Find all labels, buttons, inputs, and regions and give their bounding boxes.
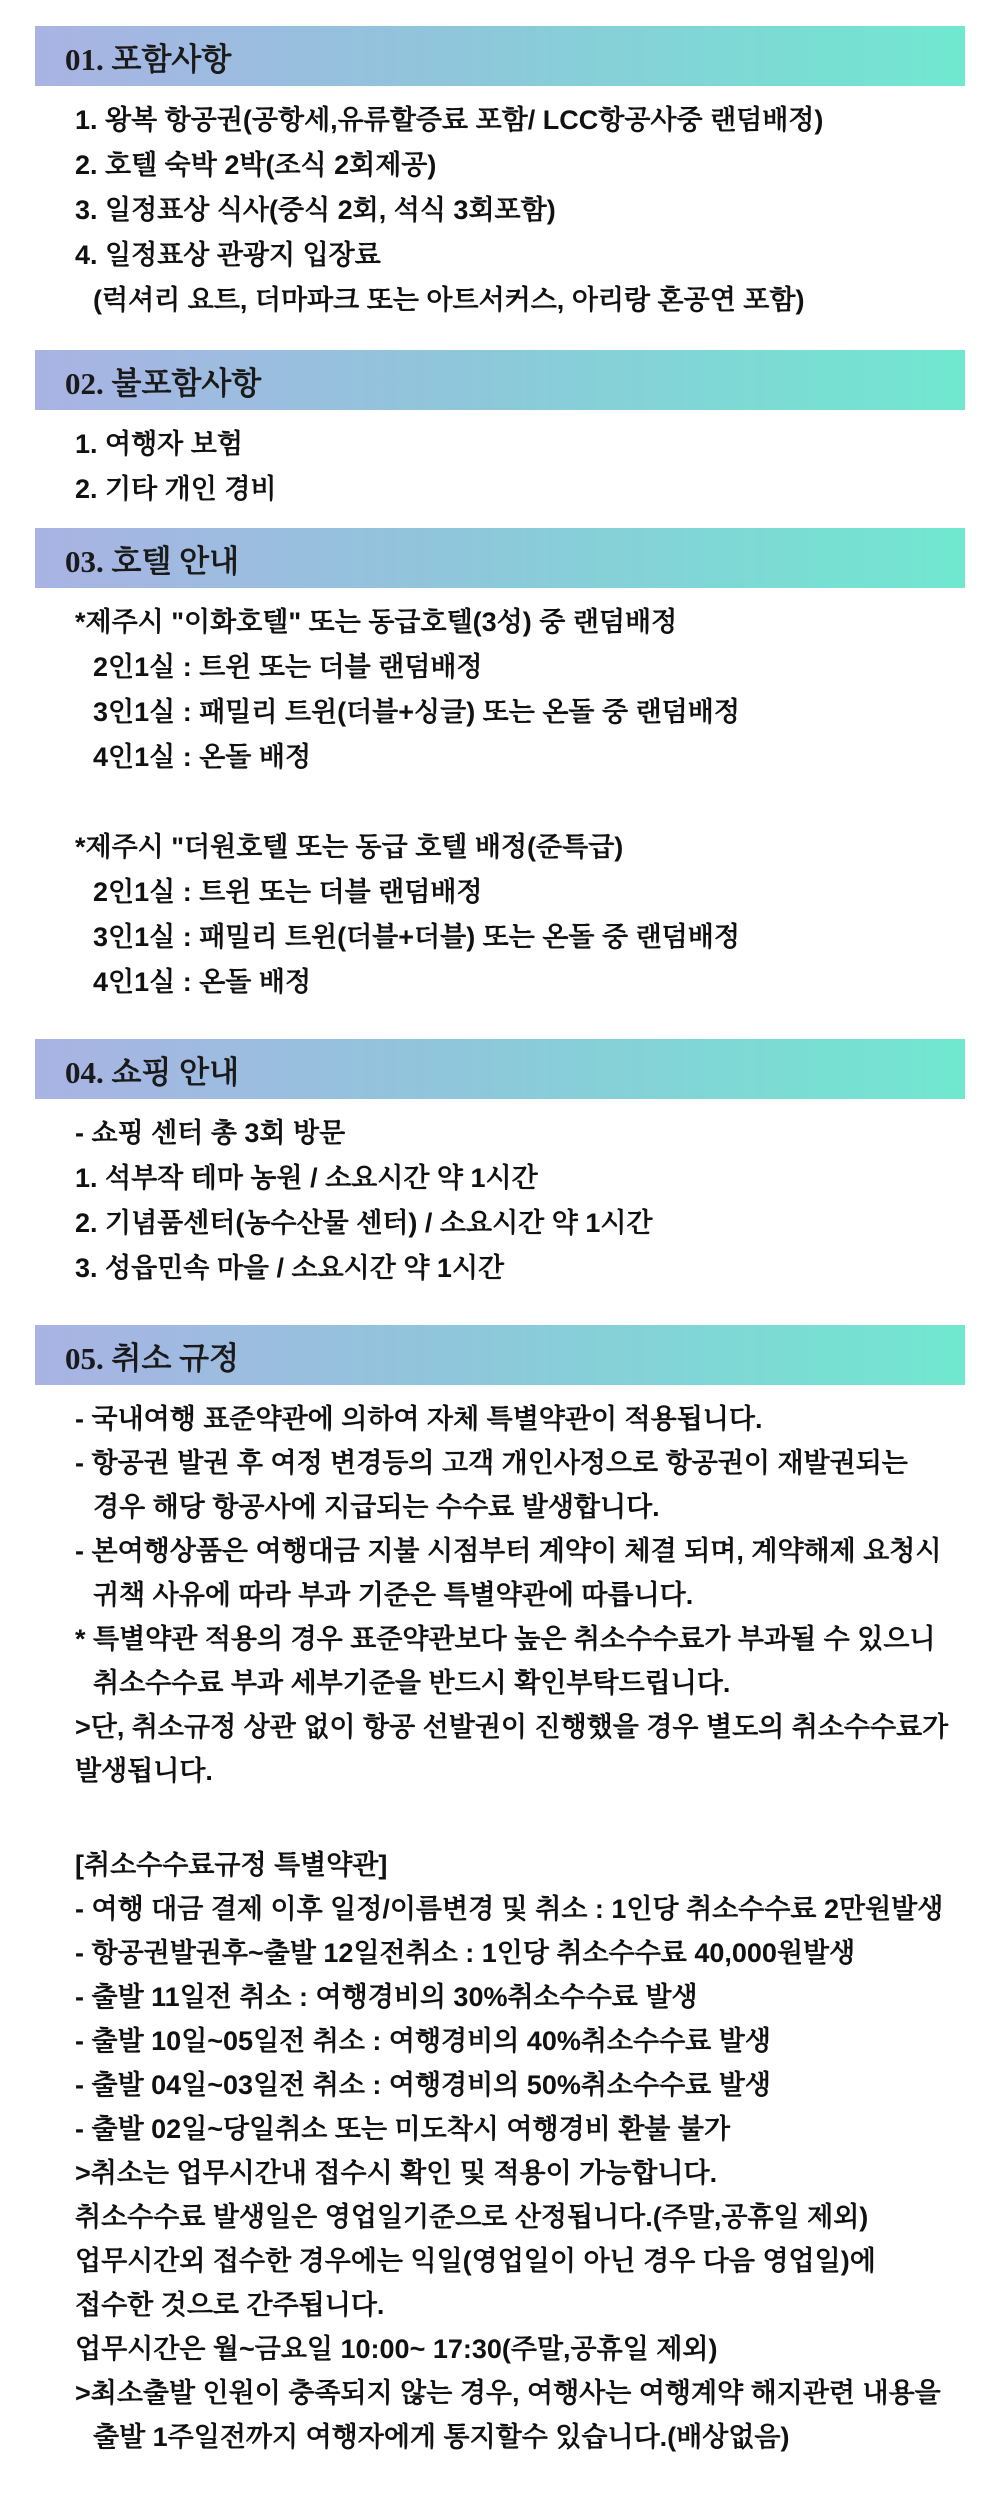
text-line: 1. 여행자 보험	[75, 429, 243, 459]
text-line: 4인1실 : 온돌 배정	[93, 967, 312, 997]
section-04	[0, 1039, 1000, 1325]
text-line: * 특별약관 적용의 경우 표준약관보다 높은 취소수수료가 부과될 수 있으니	[75, 1624, 936, 1654]
section-header-bar	[35, 528, 965, 588]
text-line: 2. 기념품센터(농수산물 센터) / 소요시간 약 1시간	[75, 1208, 653, 1238]
section-03	[0, 528, 1000, 1039]
text-line: 취소수수료 부과 세부기준을 반드시 확인부탁드립니다.	[93, 1668, 731, 1698]
text-line: *제주시 "더원호텔 또는 동급 호텔 배정(준특급)	[75, 832, 624, 862]
text-line: [취소수수료규정 특별약관]	[75, 1850, 388, 1880]
section-header-bar	[35, 26, 965, 86]
section-body	[0, 588, 1000, 1039]
text-line: 3. 성읍민속 마을 / 소요시간 약 1시간	[75, 1253, 505, 1283]
text-line: - 출발 11일전 취소 : 여행경비의 30%취소수수료 발생	[75, 1982, 698, 2012]
text-line: - 출발 10일~05일전 취소 : 여행경비의 40%취소수수료 발생	[75, 2026, 771, 2056]
text-line: 귀책 사유에 따라 부과 기준은 특별약관에 따릅니다.	[93, 1580, 694, 1610]
text-line: - 항공권발권후~출발 12일전취소 : 1인당 취소수수료 40,000원발생	[75, 1938, 856, 1968]
text-line: 발생됩니다.	[75, 1756, 213, 1786]
section-title: 03. 호텔 안내	[65, 543, 240, 579]
text-line: 접수한 것으로 간주됩니다.	[75, 2290, 385, 2320]
blank-line	[75, 780, 1000, 825]
section-body	[0, 1385, 1000, 2479]
section-title: 04. 쇼핑 안내	[65, 1054, 240, 1090]
section-01	[0, 26, 1000, 350]
text-line: 3인1실 : 패밀리 트윈(더블+더블) 또는 온돌 중 랜덤배정	[93, 922, 740, 952]
text-line: >취소는 업무시간내 접수시 확인 및 적용이 가능합니다.	[75, 2158, 718, 2188]
section-title: 01. 포함사항	[65, 41, 232, 77]
section-02	[0, 350, 1000, 528]
text-line: >단, 취소규정 상관 없이 항공 선발권이 진행했을 경우 별도의 취소수수료가	[75, 1712, 949, 1742]
section-05	[0, 1325, 1000, 2479]
text-line: *제주시 "이화호텔" 또는 동급호텔(3성) 중 랜덤배정	[75, 607, 678, 637]
text-line: 1. 왕복 항공권(공항세,유류할증료 포함/ LCC항공사중 랜덤배정)	[75, 105, 824, 135]
text-line: 3. 일정표상 식사(중식 2회, 석식 3회포함)	[75, 195, 556, 225]
text-line: - 쇼핑 센터 총 3회 방문	[75, 1118, 346, 1148]
text-line: 경우 해당 항공사에 지급되는 수수료 발생합니다.	[93, 1492, 660, 1522]
section-title: 05. 취소 규정	[65, 1340, 240, 1376]
text-line: 2인1실 : 트윈 또는 더블 랜덤배정	[93, 652, 483, 682]
text-line: 4인1실 : 온돌 배정	[93, 742, 312, 772]
section-header-bar	[35, 1325, 965, 1385]
text-line: - 항공권 발권 후 여정 변경등의 고객 개인사정으로 항공권이 재발권되는	[75, 1448, 908, 1478]
text-line: - 출발 04일~03일전 취소 : 여행경비의 50%취소수수료 발생	[75, 2070, 771, 2100]
text-line: 3인1실 : 패밀리 트윈(더블+싱글) 또는 온돌 중 랜덤배정	[93, 697, 740, 727]
section-header-bar	[35, 350, 965, 410]
text-line: - 본여행상품은 여행대금 지불 시점부터 계약이 체결 되며, 계약해제 요청시	[75, 1536, 942, 1566]
text-line: 업무시간외 접수한 경우에는 익일(영업일이 아닌 경우 다음 영업일)에	[75, 2246, 876, 2276]
text-line: 1. 석부작 테마 농원 / 소요시간 약 1시간	[75, 1163, 538, 1193]
text-line: - 국내여행 표준약관에 의하여 자체 특별약관이 적용됩니다.	[75, 1404, 763, 1434]
text-line: 2. 호텔 숙박 2박(조식 2회제공)	[75, 150, 437, 180]
text-line: 2인1실 : 트윈 또는 더블 랜덤배정	[93, 877, 483, 907]
text-line: 업무시간은 월~금요일 10:00~ 17:30(주말,공휴일 제외)	[75, 2334, 718, 2364]
section-body	[0, 86, 1000, 350]
text-line: 4. 일정표상 관광지 입장료	[75, 240, 381, 270]
text-line: (럭셔리 요트, 더마파크 또는 아트서커스, 아리랑 혼공연 포함)	[93, 285, 805, 315]
section-header-bar	[35, 1039, 965, 1099]
text-line: 출발 1주일전까지 여행자에게 통지할수 있습니다.(배상없음)	[93, 2422, 790, 2452]
section-body	[0, 410, 1000, 528]
text-line: >최소출발 인원이 충족되지 않는 경우, 여행사는 여행계약 해지관련 내용을	[75, 2378, 941, 2408]
text-line: - 여행 대금 결제 이후 일정/이름변경 및 취소 : 1인당 취소수수료 2만원발생	[75, 1894, 944, 1924]
text-line: - 출발 02일~당일취소 또는 미도착시 여행경비 환불 불가	[75, 2114, 731, 2144]
section-title: 02. 불포함사항	[65, 365, 262, 401]
text-line: 취소수수료 발생일은 영업일기준으로 산정됩니다.(주말,공휴일 제외)	[75, 2202, 869, 2232]
section-body	[0, 1099, 1000, 1325]
blank-line	[75, 1793, 1000, 1843]
text-line: 2. 기타 개인 경비	[75, 474, 277, 504]
